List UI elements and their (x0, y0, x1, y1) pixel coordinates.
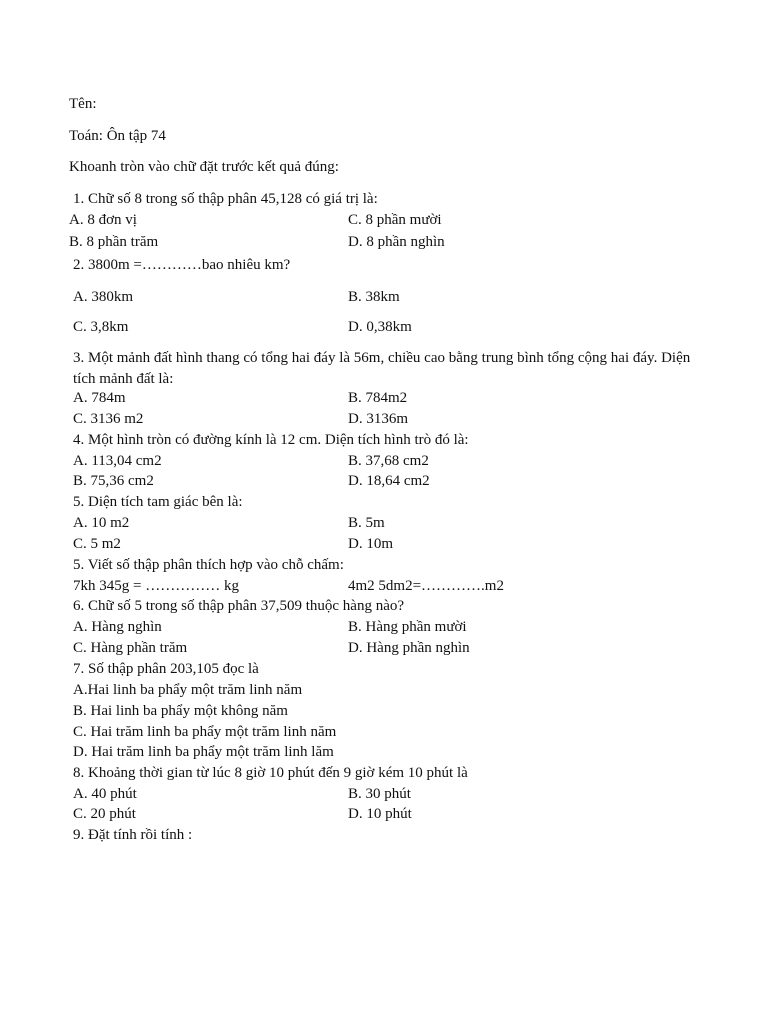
question-5b-left: 7kh 345g = …………… kg (73, 578, 239, 594)
question-8-option-a: A. 40 phút (73, 786, 137, 802)
question-2-option-b: B. 38km (348, 289, 400, 305)
question-7-option-a: A.Hai linh ba phẩy một trăm linh năm (73, 682, 303, 698)
question-7-option-b: B. Hai linh ba phẩy một không năm (73, 703, 288, 719)
question-5a-option-a: A. 10 m2 (73, 515, 130, 531)
question-4-option-b-left: B. 75,36 cm2 (73, 473, 154, 489)
question-8-option-d: D. 10 phút (348, 806, 412, 822)
question-2-text: 2. 3800m =…………bao nhiêu km? (73, 257, 291, 273)
question-3-text: 3. Một mảnh đất hình thang có tổng hai đáy là 56m, chiều cao bằng trung bình tổng cộng hai đáy. Diện tích mảnh đất là: (73, 350, 691, 387)
name-label: Tên: (69, 96, 97, 112)
question-1-option-a: A. 8 đơn vị (69, 212, 137, 228)
question-4-option-b-right: B. 37,68 cm2 (348, 453, 429, 469)
question-7-text: 7. Số thập phân 203,105 đọc là (73, 661, 259, 677)
question-5a-option-b: B. 5m (348, 515, 385, 531)
question-6-option-d: D. Hàng phần nghìn (348, 640, 470, 656)
question-3-option-c: C. 3136 m2 (73, 411, 144, 427)
question-5b-text: 5. Viết số thập phân thích hợp vào chỗ chấm: (73, 557, 344, 573)
question-3-option-b: B. 784m2 (348, 390, 408, 406)
question-1-option-d: D. 8 phần nghìn (348, 234, 445, 250)
question-4-text: 4. Một hình tròn có đường kính là 12 cm. Diện tích hình trò đó là: (73, 432, 469, 448)
question-8-text: 8. Khoảng thời gian từ lúc 8 giờ 10 phút đến 9 giờ kém 10 phút là (73, 765, 468, 781)
question-6-option-a: A. Hàng nghìn (73, 619, 162, 635)
question-9-text: 9. Đặt tính rồi tính : (73, 827, 193, 843)
question-3-option-a: A. 784m (73, 390, 126, 406)
question-7-option-d: D. Hai trăm linh ba phẩy một trăm linh lăm (73, 744, 334, 760)
question-4-option-d: D. 18,64 cm2 (348, 473, 430, 489)
question-2-option-a: A. 380km (73, 289, 133, 305)
question-2-option-c: C. 3,8km (73, 319, 129, 335)
question-7-option-c: C. Hai trăm linh ba phẩy một trăm linh năm (73, 724, 337, 740)
question-8-option-c: C. 20 phút (73, 806, 136, 822)
question-5b-right: 4m2 5dm2=………….m2 (348, 578, 504, 594)
question-8-option-b: B. 30 phút (348, 786, 411, 802)
page-title: Toán: Ôn tập 74 (69, 128, 166, 144)
question-6-option-c: C. Hàng phần trăm (73, 640, 188, 656)
question-5a-option-c: C. 5 m2 (73, 536, 121, 552)
question-1-option-c: C. 8 phần mười (348, 212, 442, 228)
question-4-option-a: A. 113,04 cm2 (73, 453, 162, 469)
question-2-option-d: D. 0,38km (348, 319, 412, 335)
instruction: Khoanh tròn vào chữ đặt trước kết quả đúng: (69, 159, 339, 175)
question-5a-option-d: D. 10m (348, 536, 393, 552)
question-1-text: 1. Chữ số 8 trong số thập phân 45,128 có giá trị là: (73, 191, 378, 207)
question-6-option-b: B. Hàng phần mười (348, 619, 467, 635)
question-5a-text: 5. Diện tích tam giác bên là: (73, 494, 243, 510)
question-1-option-b: B. 8 phần trăm (69, 234, 159, 250)
question-3-option-d: D. 3136m (348, 411, 408, 427)
question-6-text: 6. Chữ số 5 trong số thập phân 37,509 thuộc hàng nào? (73, 598, 405, 614)
